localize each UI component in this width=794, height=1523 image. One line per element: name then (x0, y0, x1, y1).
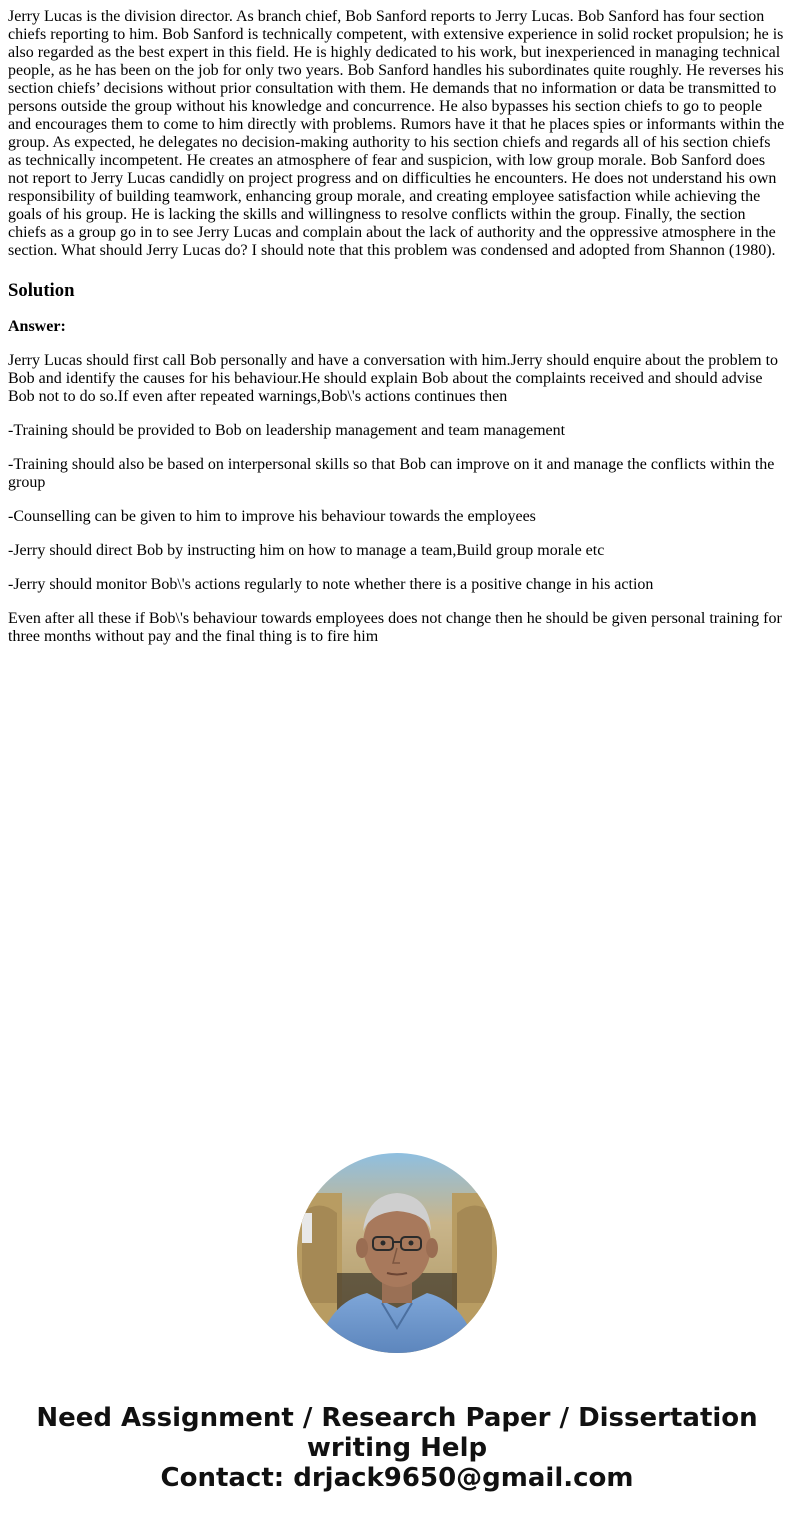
answer-paragraph: -Jerry should direct Bob by instructing him on how to manage a team,Build group morale etc (8, 542, 605, 559)
answer-label: Answer: (8, 318, 66, 335)
banner-line-1: Need Assignment / Research Paper / Dissertation (36, 1403, 758, 1433)
answer-paragraph: Even after all these if Bob\'s behaviour towards employees does not change then he should be given personal training for three months without pay and the final thing is to fire him (8, 610, 782, 645)
solution-heading: Solution (8, 280, 75, 301)
main-content (8, 8, 786, 662)
author-avatar (297, 1153, 497, 1353)
answer-paragraph: -Counselling can be given to him to improve his behaviour towards the employees (8, 508, 536, 525)
answer-paragraph: -Training should be provided to Bob on leadership management and team management (8, 422, 566, 439)
contact-banner (0, 1403, 794, 1493)
banner-contact-line: Contact: drjack9650@gmail.com (160, 1463, 634, 1493)
portrait-illustration (297, 1153, 497, 1353)
banner-line-2: writing Help (306, 1433, 488, 1463)
answer-paragraph: -Training should also be based on interpersonal skills so that Bob can improve on it and manage the conflicts within the group (8, 456, 775, 491)
answer-paragraph: Jerry Lucas should first call Bob personally and have a conversation with him.Jerry should enquire about the problem to Bob and identify the causes for his behaviour.He should explain Bob about the complaints received and should advise Bob not to do so.If even after repeated warnings,Bob\'s actions continues then (8, 352, 779, 405)
question-text: Jerry Lucas is the division director. As branch chief, Bob Sanford reports to Jerry Lucas. Bob Sanford has four section chiefs reporting to him. Bob Sanford is technically competent, with extensive experience in solid rocket propulsion; he is also regarded as the best expert in this field. He is highly dedicated to his work, but inexperienced in managing technical people, as he has been on the job for only two years. Bob Sanford handles his subordinates quite roughly. He reverses his section chiefs’ decisions without prior consultation with them. He demands that no information or data be transmitted to persons outside the group without his knowledge and concurrence. He also bypasses his section chiefs to go to people and encourages them to come to him directly with problems. Rumors have it that he places spies or informants within the group. As expected, he delegates no decision-making authority to his section chiefs and regards all of his section chiefs as technically incompetent. He creates an atmosphere of fear and suspicion, with low group morale. Bob Sanford does not report to Jerry Lucas candidly on project progress and on difficulties he encounters. He does not understand his own responsibility of building teamwork, enhancing group morale, and creating employee satisfaction while achieving the goals of his group. He is lacking the skills and willingness to resolve conflicts within the group. Finally, the section chiefs as a group go in to see Jerry Lucas and complain about the lack of authority and the oppressive atmosphere in the section. What should Jerry Lucas do? I should note that this problem was condensed and adopted from Shannon (1980). (8, 8, 785, 259)
answer-paragraph: -Jerry should monitor Bob\'s actions regularly to note whether there is a positive change in his action (8, 576, 654, 593)
